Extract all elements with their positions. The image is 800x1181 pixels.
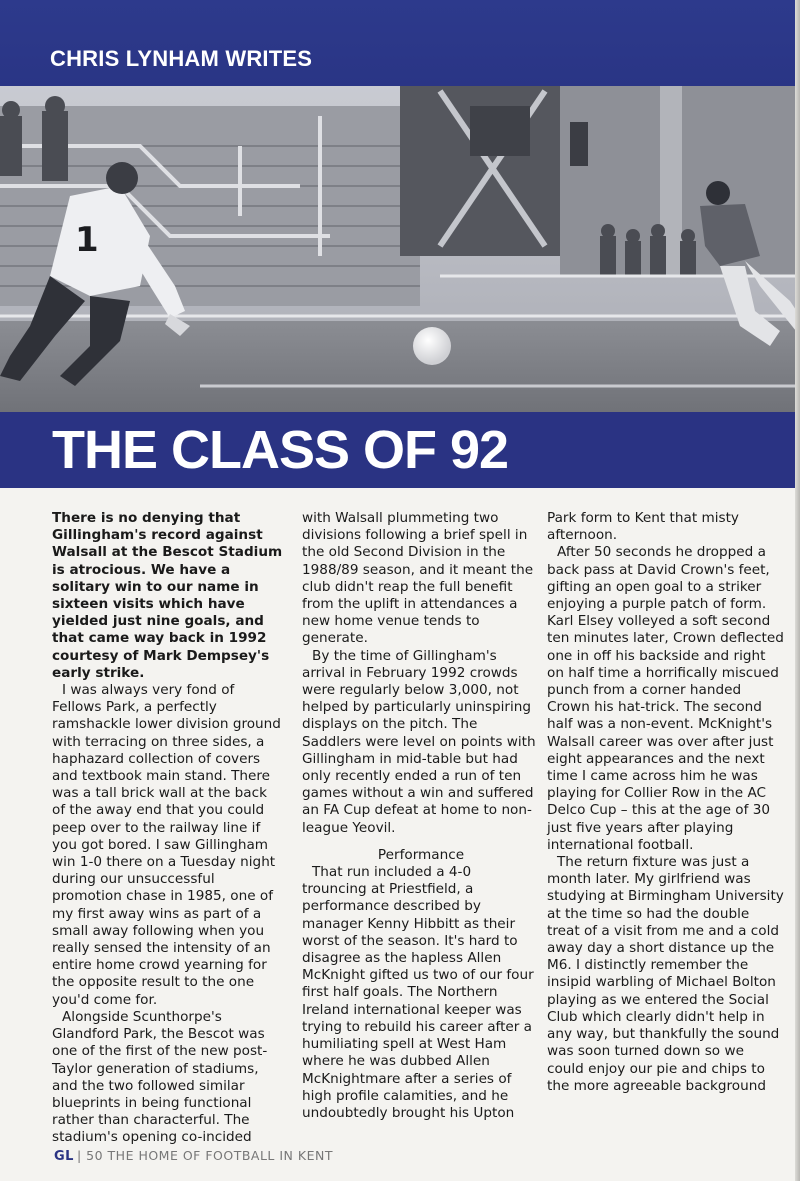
goalkeeper-number: 1 [75, 220, 99, 260]
article-column-1 [52, 510, 284, 1147]
lead-paragraph: There is no denying that Gillingham's record against Walsall at the Bescot Stadium is atrocious. We have a solitary win to our name in sixteen visits which have yielded just nine goals, and that came way back in 1992 courtesy of Mark Dempsey's early strike. [52, 510, 283, 681]
column-tag: CHRIS LYNHAM WRITES [50, 46, 313, 71]
headline: THE CLASS OF 92 [52, 420, 509, 480]
page-footer [54, 1148, 333, 1164]
article-column-3 [547, 510, 785, 1095]
match-photo [0, 86, 800, 416]
page-edge [795, 0, 800, 1181]
paragraph: That run included a 4-0 trouncing at Priestfield, a performance described by manager Kenny Hibbitt as their worst of the season. It's hard to disagree as the hapless Allen McKnight gifted us two of our four first half goals. The Northern Ireland international keeper was trying to rebuild his career after a humiliating spell at West Ham where he was dubbed Allen McKnightmare after a series of high profile calamities, and he undoubtedly brought his Upton [302, 864, 534, 1121]
paragraph: Alongside Scunthorpe's Glandford Park, the Bescot was one of the first of the new post-Taylor generation of stadiums, and the two followed similar blueprints in being functional rather than characterful. The stadium's opening co-incided [52, 1008, 268, 1146]
paragraph: The return fixture was just a month later. My girlfriend was studying at Birmingham University at the time so had the double treat of a visit from me and a cold away day a short distance up the M6. I distinctly remember the insipid warbling of Michael Bolton playing as we entered the Social Club which clearly didn't help in any way, but thankfully the sound was soon turned down so we could enjoy our pie and chips to the more agreeable background [547, 854, 784, 1094]
club-logo-icon: GL [54, 1149, 74, 1164]
paragraph: By the time of Gillingham's arrival in February 1992 crowds were regularly below 3,000, not helped by particularly uninspiring displays on the pitch. The Saddlers were level on points with Gillingham in mid-table but had only recently ended a run of ten games without a win and suffered an FA Cup defeat at home to non-league Yeovil. [302, 647, 536, 836]
article-column-2 [302, 510, 540, 1122]
paragraph: Park form to Kent that misty afternoon. [547, 510, 739, 544]
paragraph: After 50 seconds he dropped a back pass at David Crown's feet, gifting an open goal to a striker enjoying a purple patch of form. Karl Elsey volleyed a soft second ten minutes later, Crown deflected one in off his backside and right on half time a horrifically miscued punch from a corner handed Crown his hat-trick. The second half was a non-event. McKnight's Walsall career was over after just eight appearances and the next time I came across him he was playing for Collier Row in the AC Delco Cup – this at the age of 30 just five years after playing international football. [547, 544, 784, 853]
folio-text: | 50 THE HOME OF FOOTBALL IN KENT [76, 1148, 333, 1163]
paragraph: I was always very fond of Fellows Park, a perfectly ramshackle lower division ground with terracing on three sides, a haphazard collection of covers and textbook main stand. There was a tall brick wall at the back of the away end that you could peep over to the railway line if you got bored. I saw Gillingham win 1-0 there on a Tuesday night during our unsuccessful promotion chase in 1985, one of my first away wins as part of a small away following when you really sensed the intensity of an entire home crowd yearning for the opposite result to the one you'd come for. [52, 682, 281, 1008]
section-subhead: Performance [377, 846, 465, 863]
header-band [0, 0, 800, 86]
article-body [52, 510, 784, 1146]
paragraph: with Walsall plummeting two divisions following a brief spell in the old Second Division in the 1988/89 season, and it meant the club didn't reap the full benefit from the uplift in attendances a new home venue tends to generate. [302, 510, 534, 647]
